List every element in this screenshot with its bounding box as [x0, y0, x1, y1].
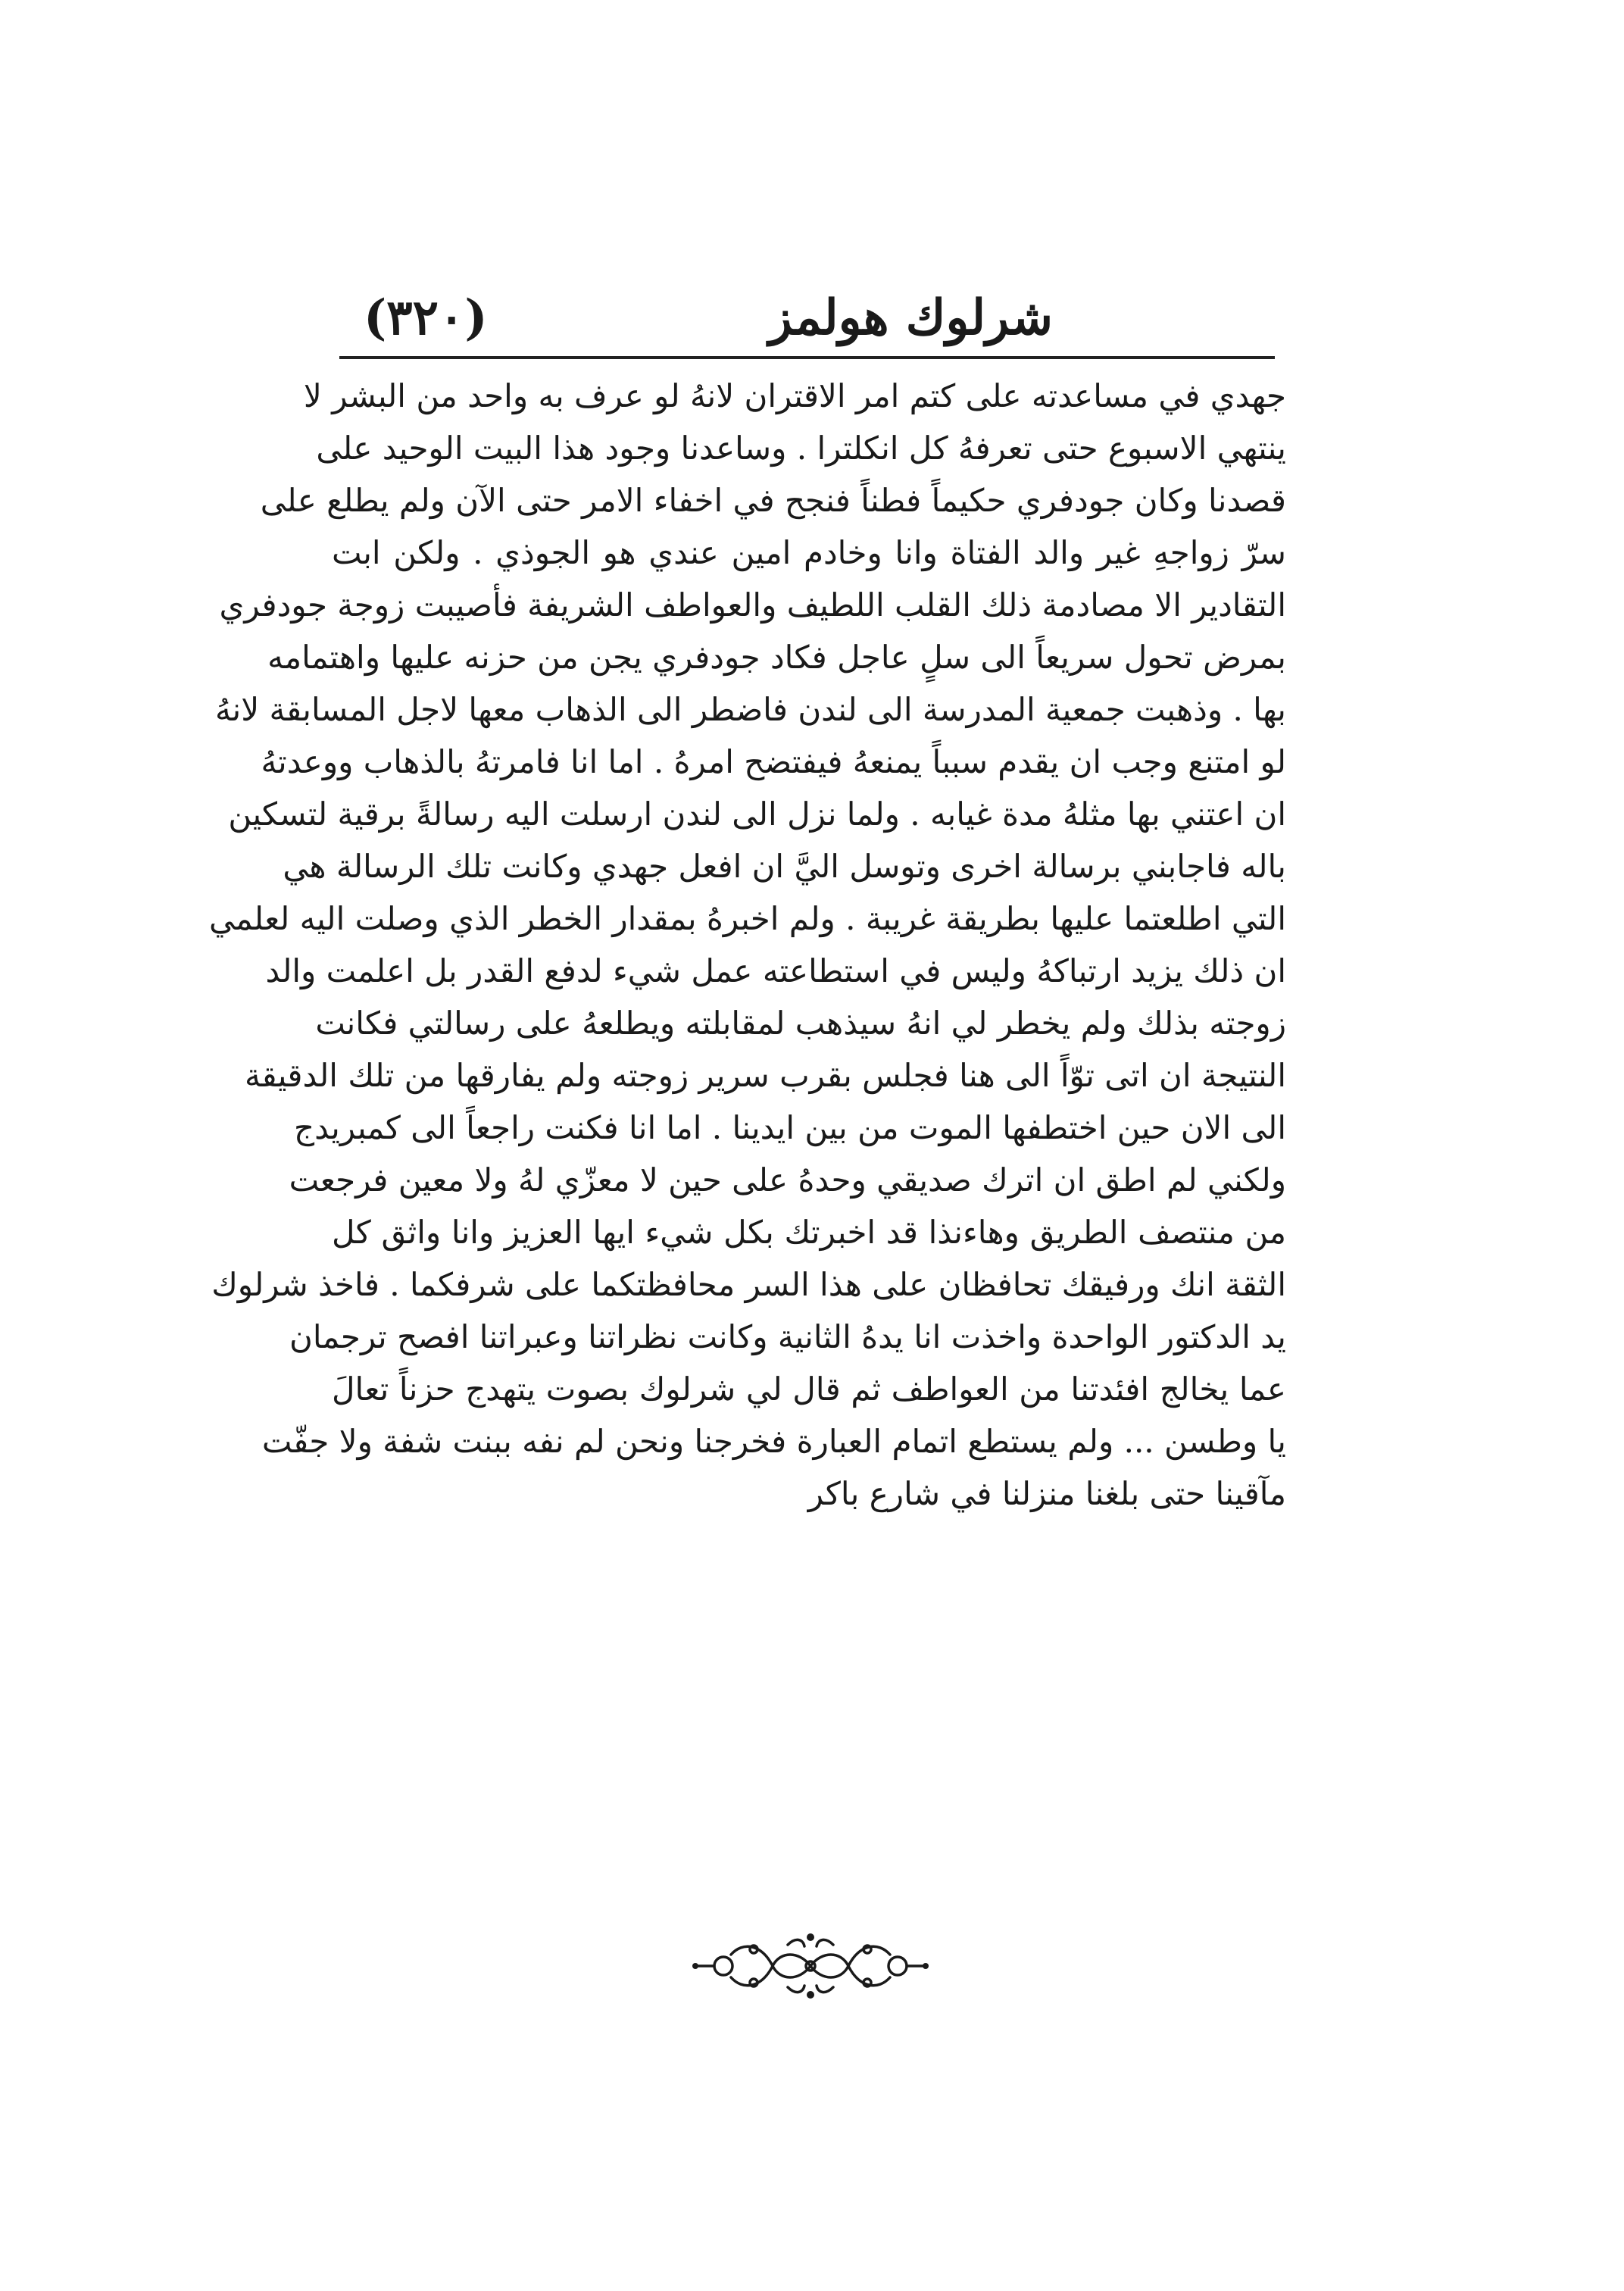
text-line: النتيجة ان اتى توّاً الى هنا فجلس بقرب سرير زوجته ولم يفارقها من تلك الدقيقة	[244, 1057, 1286, 1094]
text-line: سرّ زواجهِ غير والد الفتاة وانا وخادم امين عندي هو الجوذي . ولكن ابت	[332, 534, 1286, 571]
text-line: باله فاجابني برسالة اخرى وتوسل اليَّ ان افعل جهدي وكانت تلك الرسالة هي	[283, 848, 1286, 885]
decorative-ornament-icon	[689, 1928, 932, 2004]
text-line: لو امتنع وجب ان يقدم سبباً يمنعهُ فيفتضح امرهُ . اما انا فامرتهُ بالذهاب ووعدتهُ	[261, 743, 1286, 780]
header-rule	[339, 356, 1275, 359]
text-line: من منتصف الطريق وهاءنذا قد اخبرتك بكل شيء ايها العزيز وانا واثق كل	[332, 1214, 1286, 1251]
body-text	[209, 370, 1286, 1520]
running-title: شرلوك هولمز	[768, 289, 1053, 346]
text-line: عما يخالج افئدتنا من العواطف ثم قال لي شرلوك بصوت يتهدج حزناً تعالَ	[332, 1371, 1286, 1408]
text-line: الثقة انك ورفيقك تحافظان على هذا السر محافظتكما على شرفكما . فاخذ شرلوك	[211, 1266, 1286, 1303]
text-line: زوجته بذلك ولم يخطر لي انهُ سيذهب لمقابلته ويطلعهُ على رسالتي فكانت	[315, 1005, 1286, 1042]
text-line: ينتهي الاسبوع حتى تعرفهُ كل انكلترا . وساعدنا وجود هذا البيت الوحيد على	[316, 430, 1286, 467]
text-line: التقادير الا مصادمة ذلك القلب اللطيف والعواطف الشريفة فأصيبت زوجة جودفري	[219, 586, 1286, 624]
text-line: ان ذلك يزيد ارتباكهُ وليس في استطاعته عمل شيء لدفع القدر بل اعلمت والد	[265, 952, 1286, 989]
text-line: جهدي في مساعدته على كتم امر الاقتران لانهُ لو عرف به واحد من البشر لا	[303, 377, 1286, 414]
page-header	[333, 273, 1280, 364]
page-number: (٣٢٠)	[364, 289, 488, 346]
text-line: يا وطسن ... ولم يستطع اتمام العبارة فخرجنا ونحن لم نفه ببنت شفة ولا جفّت	[261, 1423, 1286, 1460]
text-line: الى الان حين اختطفها الموت من بين ايدينا . اما انا فكنت راجعاً الى كمبريدج	[293, 1109, 1286, 1146]
text-line: مآقينا حتى بلغنا منزلنا في شارع باكر	[807, 1475, 1286, 1512]
text-line: يد الدكتور الواحدة واخذت انا يدهُ الثانية وكانت نظراتنا وعبراتنا افصح ترجمان	[289, 1318, 1286, 1355]
text-line: ولكني لم اطق ان اترك صديقي وحدهُ على حين لا معزّي لهُ ولا معين فرجعت	[289, 1161, 1286, 1199]
text-line: ان اعتني بها مثلهُ مدة غيابه . ولما نزل الى لندن ارسلت اليه رسالةً برقية لتسكين	[228, 795, 1286, 833]
text-line: التي اطلعتما عليها بطريقة غريبة . ولم اخبرهُ بمقدار الخطر الذي وصلت اليه لعلمي	[209, 900, 1286, 937]
text-line: بها . وذهبت جمعية المدرسة الى لندن فاضطر الى الذهاب معها لاجل المسابقة لانهُ	[214, 691, 1286, 728]
text-line: بمرض تحول سريعاً الى سلٍ عاجل فكاد جودفري يجن من حزنه عليها واهتمامه	[267, 639, 1286, 676]
text-line: قصدنا وكان جودفري حكيماً فطناً فنجح في اخفاء الامر حتى الآن ولم يطلع على	[260, 482, 1286, 519]
